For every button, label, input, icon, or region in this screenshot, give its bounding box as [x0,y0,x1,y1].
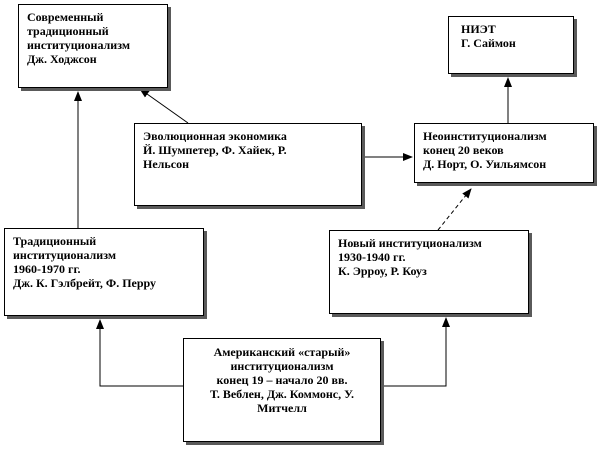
box-niet [448,16,574,74]
box-evolutionary-economics [134,123,362,206]
box-american-old-institutionalism [183,338,381,442]
box-line: Дж. Ходжсон [27,52,97,66]
box-line: Традиционный [13,234,97,248]
box-line: конец 20 веков [423,143,504,157]
box-line: Эволюционная экономика [143,129,287,143]
arrow-american-to-new [381,318,446,386]
box-line: Нельсон [143,157,189,171]
arrow-evolutionary-to-modern [140,89,188,123]
box-line: Современный [27,10,104,24]
box-line: Американский «старый» [213,345,351,359]
box-line: Д. Норт, О. Уильямсон [423,157,547,171]
box-line: конец 19 – начало 20 вв. [216,373,348,387]
arrow-american-to-traditional [100,320,183,386]
box-line: институционализм [27,38,131,52]
box-traditional-institutionalism [4,228,204,316]
box-line: 1960-1970 гг. [13,262,81,276]
box-line: Дж. К. Гэлбрейт, Ф. Перру [13,276,157,290]
box-line: Г. Саймон [461,36,516,50]
box-line: институционализм [13,248,117,262]
box-line: К. Эрроу, Р. Коуз [338,264,427,278]
box-line: Митчелл [257,401,307,415]
box-line: традиционный [27,24,109,38]
box-neo-institutionalism [414,123,594,183]
box-modern-traditional-institutionalism [18,4,168,88]
box-line: Т. Веблен, Дж. Коммонс, У. [210,387,354,401]
box-line: институционализм [230,359,334,373]
box-line: Новый институционализм [338,236,482,250]
box-line: Й. Шумпетер, Ф. Хайек, Р. [143,143,287,157]
box-line: 1930-1940 гг. [338,250,406,264]
box-new-institutionalism [329,230,529,314]
box-line: Неоинституционализм [423,129,547,143]
arrow-new-to-neo-dashed [438,189,471,230]
box-line: НИЭТ [461,22,496,36]
